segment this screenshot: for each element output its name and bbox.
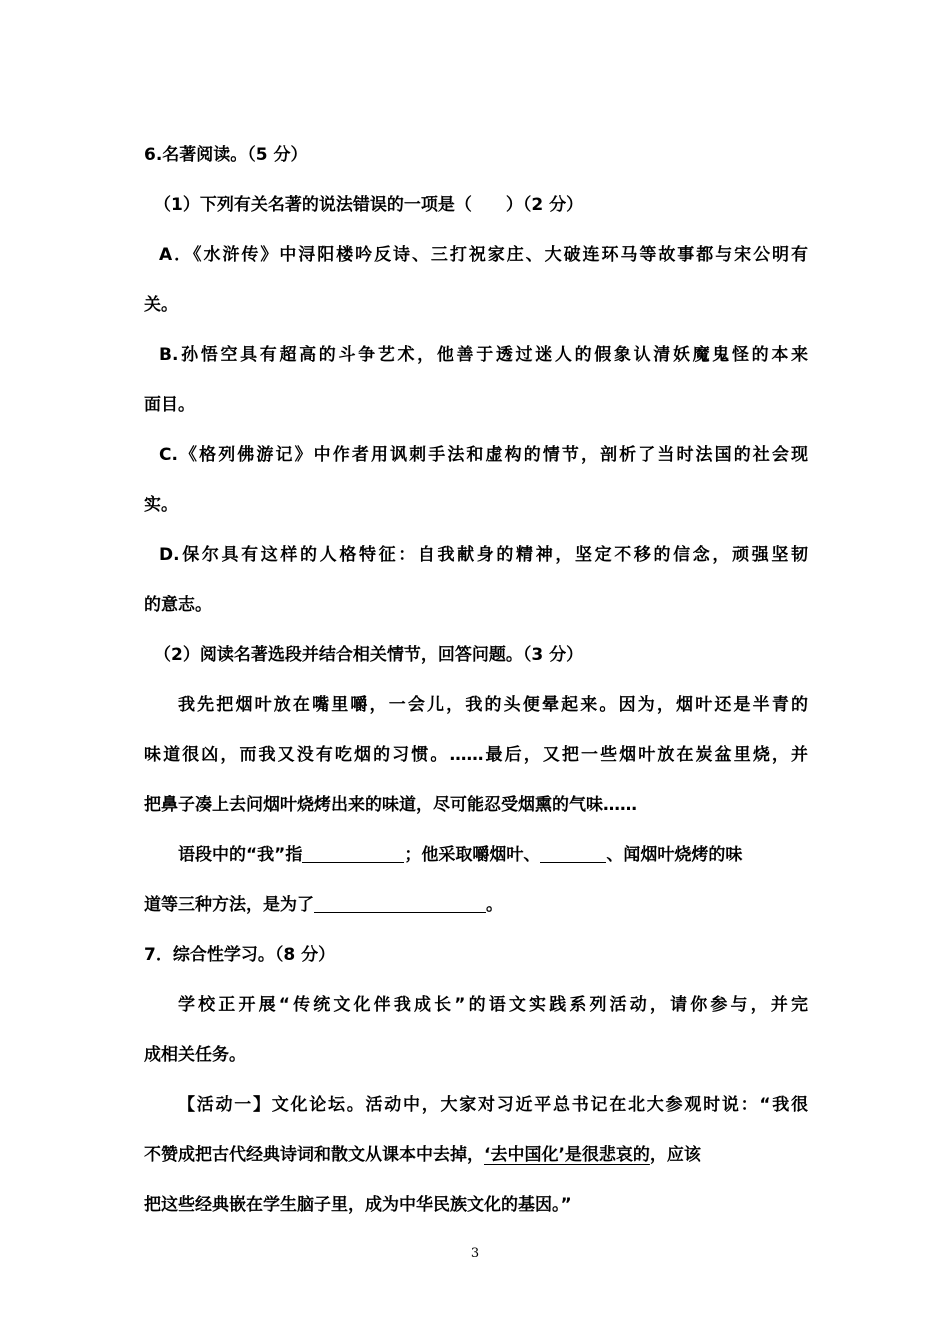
option-b-line-1: B.孙悟空具有超高的斗争艺术，他善于透过迷人的假象认清妖魔鬼怪的本来 (159, 345, 808, 365)
question-6-1-stem: （1）下列有关名著的说法错误的一项是（ ）（2 分） (154, 195, 584, 215)
passage-line-3: 把鼻子凑上去问烟叶烧烤出来的味道，尽可能忍受烟熏的气味…… (144, 795, 637, 815)
prompt-text: 语段中的“我”指 (178, 845, 303, 865)
option-c-line-1: C.《格列佛游记》中作者用讽刺手法和虚构的情节，剖析了当时法国的社会现 (159, 445, 808, 465)
answer-blank-1[interactable] (302, 842, 404, 863)
activity-1-text: ，应该 (649, 1145, 701, 1165)
answer-blank-2[interactable] (540, 842, 606, 863)
activity-1-line-1: 【活动一】文化论坛。活动中，大家对习近平总书记在北大参观时说：“我很 (178, 1095, 808, 1115)
question-6-2-prompt-line-1 (144, 830, 808, 880)
passage-line-1: 我先把烟叶放在嘴里嚼，一会儿，我的头便晕起来。因为，烟叶还是半青的 (178, 695, 808, 715)
question-6-title: 6.名著阅读。（5 分） (144, 145, 308, 165)
question-6-2-stem: （2）阅读名著选段并结合相关情节，回答问题。（3 分） (154, 645, 584, 665)
option-d-line-1: D.保尔具有这样的人格特征：自我献身的精神，坚定不移的信念，顽强坚韧 (159, 545, 808, 565)
prompt-text: 。 (486, 895, 503, 915)
document-body (144, 130, 808, 1230)
option-d-line-2: 的意志。 (144, 595, 212, 615)
option-c-line-2: 实。 (144, 495, 178, 515)
underlined-phrase: ‘去中国化’是很悲哀的 (484, 1145, 650, 1165)
activity-1-text: 不赞成把古代经典诗词和散文从课本中去掉， (144, 1145, 484, 1165)
option-a-line-2: 关。 (144, 295, 178, 315)
activity-1-line-2 (144, 1130, 808, 1180)
question-7-intro-line-1: 学校正开展“传统文化伴我成长”的语文实践系列活动，请你参与，并完 (178, 995, 808, 1015)
prompt-text: 道等三种方法，是为了 (144, 895, 314, 915)
question-6-2-prompt-line-2 (144, 880, 808, 930)
prompt-text: ；他采取嚼烟叶、 (404, 845, 541, 865)
answer-blank-3[interactable] (314, 892, 486, 913)
passage-line-2: 味道很凶，而我又没有吃烟的习惯。……最后，又把一些烟叶放在炭盆里烧，并 (144, 745, 808, 765)
prompt-text: 、闻烟叶烧烤的味 (606, 845, 743, 865)
activity-1-line-3: 把这些经典嵌在学生脑子里，成为中华民族文化的基因。” (144, 1195, 572, 1215)
question-7-intro-line-2: 成相关任务。 (144, 1045, 246, 1065)
option-a-line-1: A．《水浒传》中浔阳楼吟反诗、三打祝家庄、大破连环马等故事都与宋公明有 (159, 245, 808, 265)
question-7-title: 7．综合性学习。（8 分） (144, 945, 336, 965)
page-number: 3 (470, 1246, 480, 1261)
option-b-line-2: 面目。 (144, 395, 195, 415)
